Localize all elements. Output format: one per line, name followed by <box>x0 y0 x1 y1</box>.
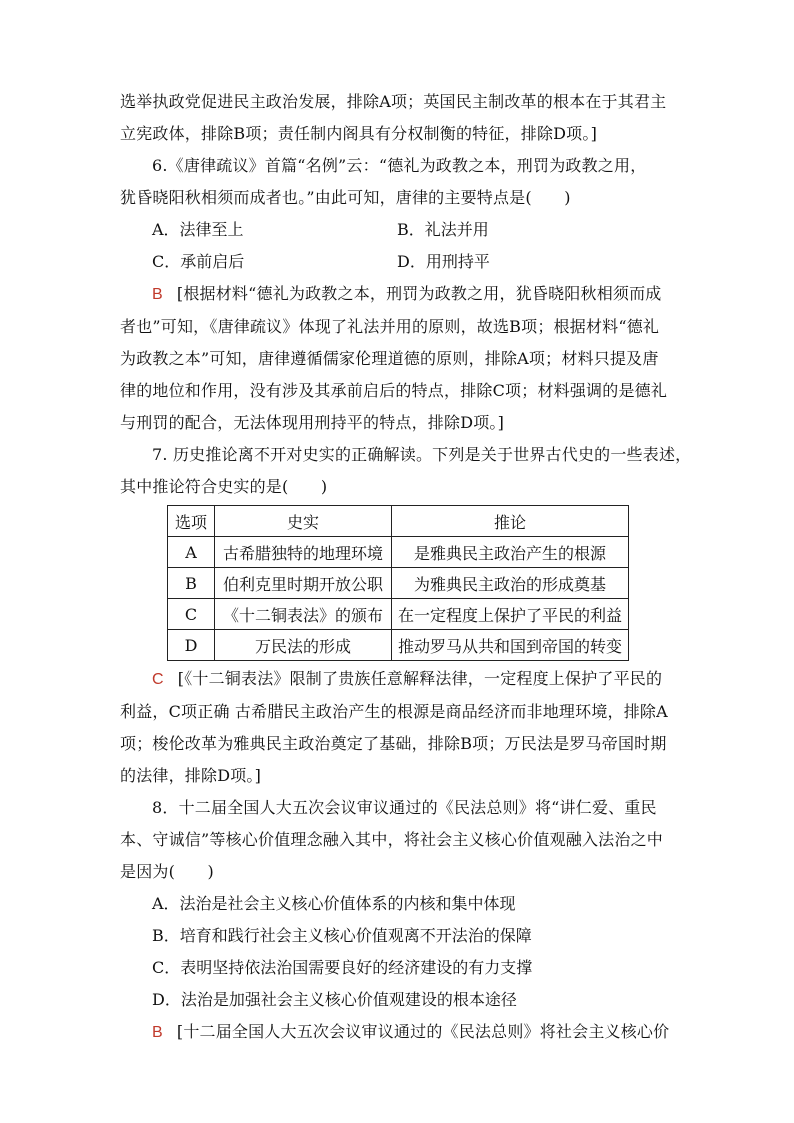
question-6-options-row1 <box>120 214 675 246</box>
question-7-explanation <box>120 663 675 696</box>
question-6-options-row2 <box>120 246 675 278</box>
question-7-table <box>167 505 629 661</box>
question-8-stem <box>120 792 675 824</box>
table-cell: 是雅典民主政治产生的根源 <box>392 537 629 568</box>
text-line: 者也”可知，《唐律疏议》体现了礼法并用的原则，故选B项；根据材料“德礼 <box>120 317 660 336</box>
question-7-explanation-cont <box>120 696 675 792</box>
option-b: B．礼法并用 <box>397 220 489 239</box>
table-cell: C <box>168 599 215 630</box>
text-line: 为政教之本”可知，唐律遵循儒家伦理道德的原则，排除A项；材料只提及唐 <box>120 349 659 368</box>
text-line: 本、守诚信”等核心价值理念融入其中，将社会主义核心价值观融入法治之中 <box>120 830 663 849</box>
table-cell: B <box>168 568 215 599</box>
table-header-cell: 推论 <box>392 506 629 537</box>
text-line: 立宪政体，排除B项；责任制内阁具有分权制衡的特征，排除D项。] <box>120 124 598 143</box>
text-line: 其中推论符合史实的是( ) <box>120 477 328 496</box>
text-line: 是因为( ) <box>120 862 214 881</box>
answer-letter: C <box>152 671 164 688</box>
table-row <box>168 599 629 630</box>
table-cell: 伯利克里时期开放公职 <box>215 568 392 599</box>
answer-letter: B <box>152 1024 163 1041</box>
question-7-stem <box>120 439 692 471</box>
document-page <box>120 86 692 1049</box>
table-row <box>168 568 629 599</box>
question-6-explanation <box>120 278 675 311</box>
text-line: 6.《唐律疏议》首篇“名例”云：“德礼为政教之本，刑罚为政教之用， <box>152 156 647 175</box>
text-line: [《十二铜表法》限制了贵族任意解释法律，一定程度上保护了平民的 <box>177 669 663 688</box>
table-cell: 在一定程度上保护了平民的利益 <box>392 599 629 630</box>
option-c: C．承前启后 <box>152 252 245 271</box>
text-line: 利益，C项正确 古希腊民主政治产生的根源是商品经济而非地理环境，排除A <box>120 702 668 721</box>
prev-explanation <box>120 86 675 150</box>
option-d: D．用刑持平 <box>397 252 490 271</box>
option-d: D．法治是加强社会主义核心价值观建设的根本途径 <box>152 990 517 1009</box>
table-cell: 万民法的形成 <box>215 630 392 661</box>
question-6-stem-cont <box>120 182 675 214</box>
text-line: 犹昏晓阳秋相须而成者也。”由此可知，唐律的主要特点是( ) <box>120 188 571 207</box>
option-c: C．表明坚持依法治国需要良好的经济建设的有力支撑 <box>152 958 533 977</box>
table-cell: A <box>168 537 215 568</box>
question-7-stem-cont <box>120 471 675 503</box>
table-cell: D <box>168 630 215 661</box>
text-line: 选举执政党促进民主政治发展，排除A项；英国民主制改革的根本在于其君主 <box>120 92 667 111</box>
text-line: 项；梭伦改革为雅典民主政治奠定了基础，排除B项；万民法是罗马帝国时期 <box>120 734 667 753</box>
text-line: 律的地位和作用，没有涉及其承前启后的特点，排除C项；材料强调的是德礼 <box>120 381 668 400</box>
text-line: 8．十二届全国人大五次会议审议通过的《民法总则》将“讲仁爱、重民 <box>152 798 657 817</box>
table-row <box>168 537 629 568</box>
text-line: [根据材料“德礼为政教之本，刑罚为政教之用，犹昏晓阳秋相须而成 <box>176 284 662 303</box>
text-line: 7. 历史推论离不开对史实的正确解读。下列是关于世界古代史的一些表述， <box>152 445 692 464</box>
question-6-stem <box>120 150 675 182</box>
option-b: B．培育和践行社会主义核心价值观离不开法治的保障 <box>152 926 532 945</box>
text-line: 与刑罚的配合，无法体现用刑持平的特点，排除D项。] <box>120 413 505 432</box>
table-cell: 推动罗马从共和国到帝国的转变 <box>392 630 629 661</box>
text-line: 的法律，排除D项。] <box>120 766 262 785</box>
question-8-explanation <box>120 1016 675 1049</box>
option-a: A．法律至上 <box>152 220 244 239</box>
text-line: [十二届全国人大五次会议审议通过的《民法总则》将社会主义核心价 <box>176 1022 670 1041</box>
table-cell: 《十二铜表法》的颁布 <box>215 599 392 630</box>
table-row <box>168 630 629 661</box>
table-header-row <box>168 506 629 537</box>
table-cell: 古希腊独特的地理环境 <box>215 537 392 568</box>
question-8-stem-cont <box>120 824 675 888</box>
option-a: A．法治是社会主义核心价值体系的内核和集中体现 <box>152 894 516 913</box>
question-6-explanation-cont <box>120 311 675 439</box>
table-header-cell: 选项 <box>168 506 215 537</box>
table-header-cell: 史实 <box>215 506 392 537</box>
answer-letter: B <box>152 286 163 303</box>
table-cell: 为雅典民主政治的形成奠基 <box>392 568 629 599</box>
